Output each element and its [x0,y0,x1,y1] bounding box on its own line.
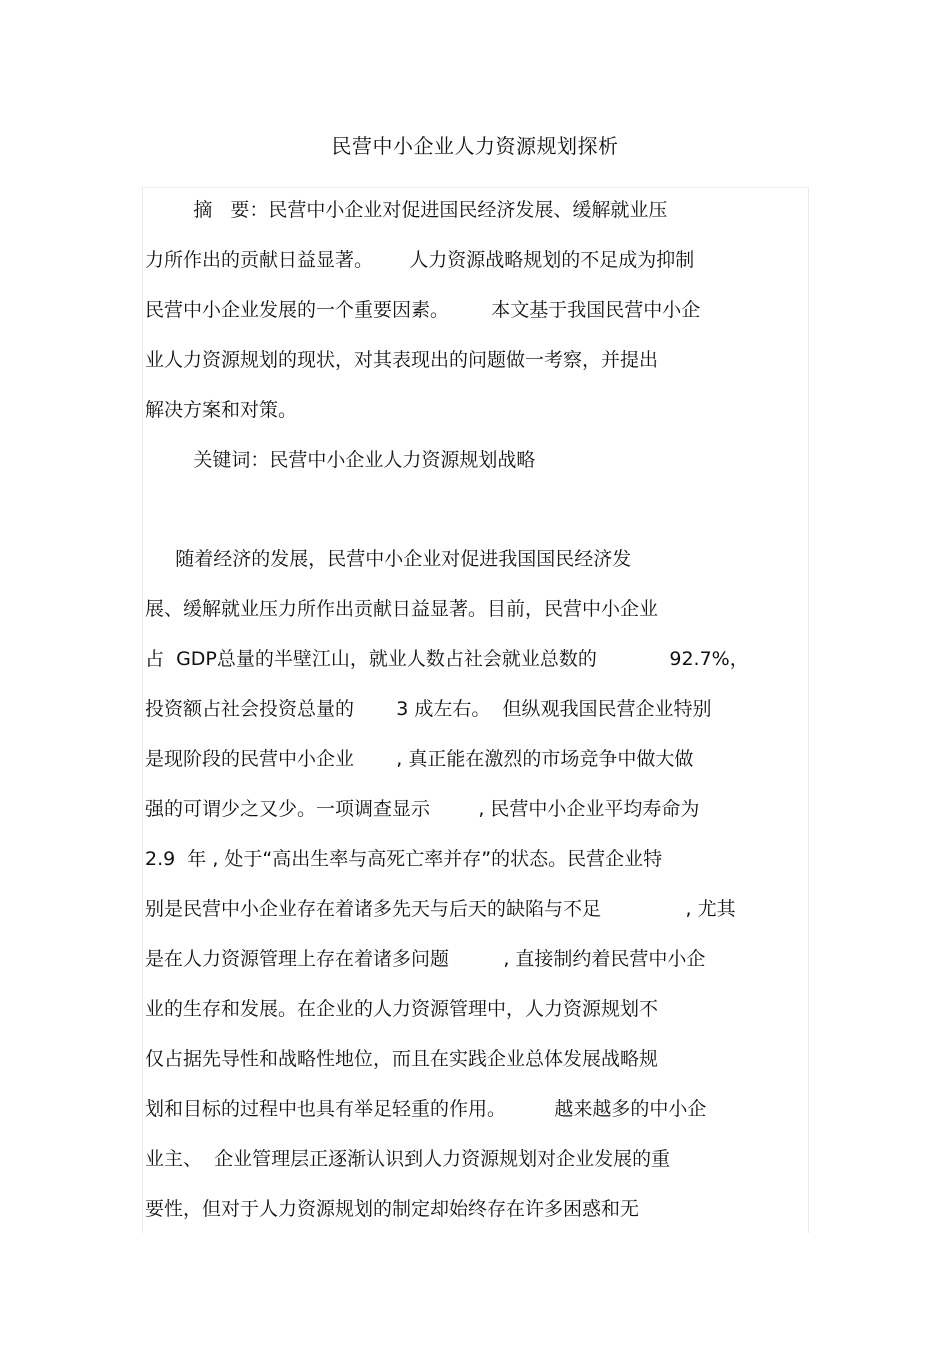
abstract-line: 民营中小企业发展的一个重要因素。 本文基于我国民营中小企 [145,299,701,321]
body-line: 业的生存和发展。在企业的人力资源管理中，人力资源规划不 [145,998,659,1020]
body-line: 占 GDP总量的半壁江山，就业人数占社会就业总数的 92.7%， [145,648,749,670]
abstract-line: 摘 要：民营中小企业对促进国民经济发展、缓解就业压 [145,199,668,221]
body-line: 仅占据先导性和战略性地位，而且在实践企业总体发展战略规 [145,1048,659,1070]
body-line: 要性，但对于人力资源规划的制定却始终存在许多困惑和无 [145,1198,640,1220]
abstract-line: 力所作出的贡献日益显著。 人力资源战略规划的不足成为抑制 [145,249,695,271]
body-line: 别是民营中小企业存在着诸多先天与后天的缺陷与不足 , 尤其 [145,898,736,920]
abstract-line: 解决方案和对策。 [145,399,298,421]
keywords-line: 关键词：民营中小企业人力资源规划战略 [145,449,536,471]
abstract-line: 业人力资源规划的现状，对其表现出的问题做一考察，并提出 [145,349,659,371]
body-line: 业主、 企业管理层正逐渐认识到人力资源规划对企业发展的重 [145,1148,671,1170]
body-line: 展、缓解就业压力所作出贡献日益显著。目前，民营中小企业 [145,598,659,620]
body-line: 投资额占社会投资总量的 3 成左右。 但纵观我国民营企业特别 [145,698,712,720]
body-line: 划和目标的过程中也具有举足轻重的作用。 越来越多的中小企 [145,1098,707,1120]
body-line: 强的可谓少之又少。一项调查显示 , 民营中小企业平均寿命为 [145,798,700,820]
body-line: 是在人力资源管理上存在着诸多问题 , 直接制约着民营中小企 [145,948,706,970]
body-line: 是现阶段的民营中小企业 , 真正能在激烈的市场竞争中做大做 [145,748,694,770]
document-title: 民营中小企业人力资源规划探析 [331,134,619,158]
body-line: 随着经济的发展，民营中小企业对促进我国国民经济发 [145,548,632,570]
body-line: 2.9 年 , 处于“高出生率与高死亡率并存”的状态。民营企业特 [145,848,663,870]
